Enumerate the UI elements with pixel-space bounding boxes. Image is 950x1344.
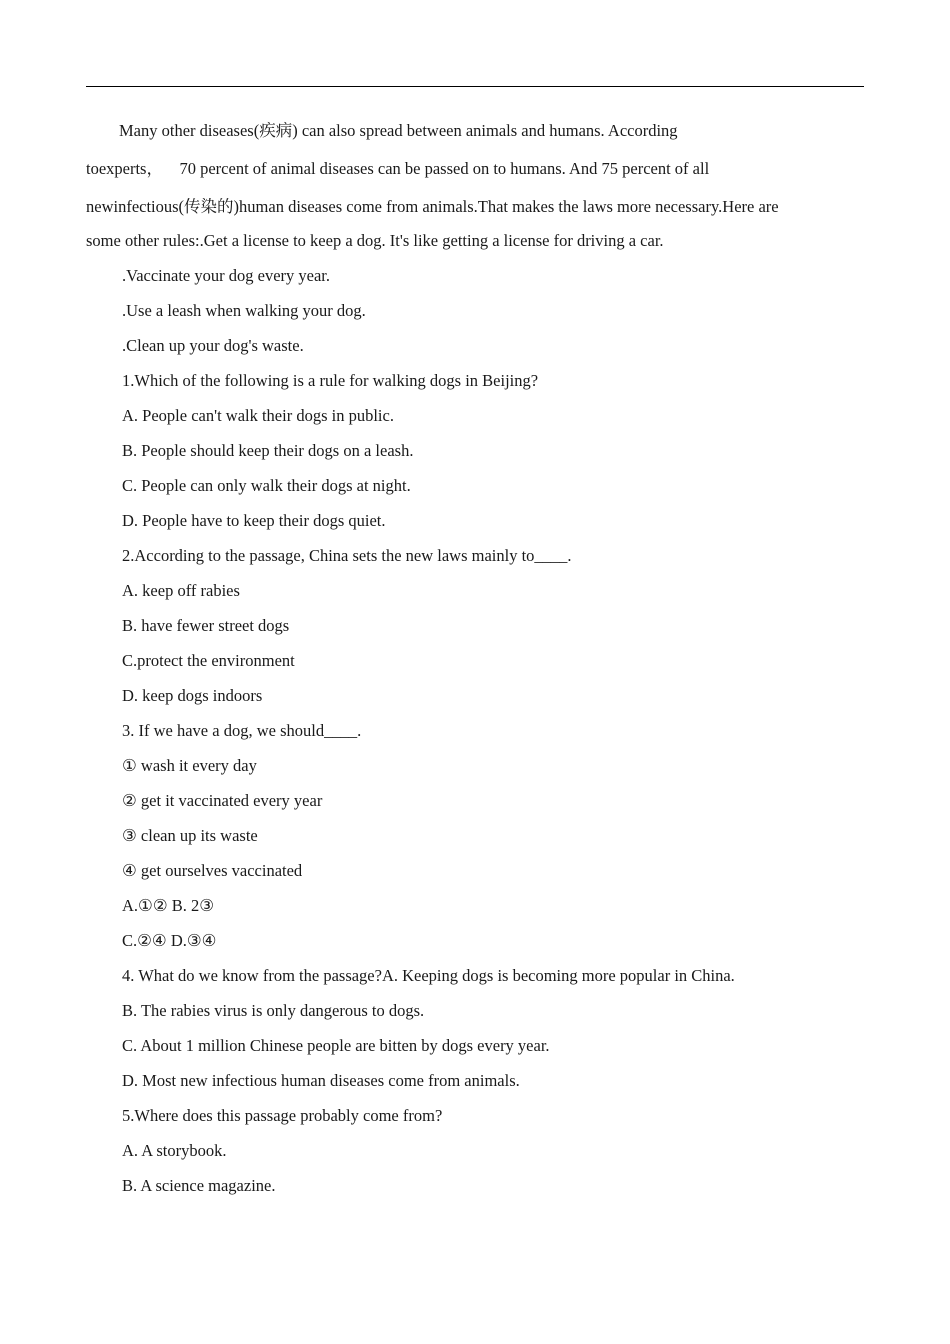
- passage-line: toexperts， 70 percent of animal diseases can be passed on to humans. And 75 percent of all: [86, 159, 710, 178]
- option-line: C. About 1 million Chinese people are bitten by dogs every year.: [122, 1036, 550, 1055]
- rule-item: .Vaccinate your dog every year.: [122, 266, 330, 285]
- question-1: 1.Which of the following is a rule for walking dogs in Beijing?: [122, 371, 539, 390]
- rule-item: .Use a leash when walking your dog.: [122, 301, 366, 320]
- option-line: B. The rabies virus is only dangerous to dogs.: [122, 1001, 425, 1020]
- question-4: 4. What do we know from the passage?A. Keeping dogs is becoming more popular in China.: [122, 966, 735, 985]
- option-line: C.②④ D.③④: [122, 931, 217, 950]
- option-line: A. keep off rabies: [122, 581, 240, 600]
- option-line: D. People have to keep their dogs quiet.: [122, 511, 386, 530]
- statement-line: ③ clean up its waste: [122, 826, 258, 845]
- option-line: A.①② B. 2③: [122, 896, 215, 915]
- option-line: D. Most new infectious human diseases come from animals.: [122, 1071, 520, 1090]
- option-line: C. People can only walk their dogs at night.: [122, 476, 411, 495]
- header-rule: [86, 86, 864, 87]
- statement-line: ④ get ourselves vaccinated: [122, 861, 303, 880]
- option-line: B. have fewer street dogs: [122, 616, 290, 635]
- option-line: C.protect the environment: [122, 651, 295, 670]
- question-3: 3. If we have a dog, we should____.: [122, 721, 362, 740]
- passage-line: newinfectious(传染的)human diseases come from animals.That makes the laws more necessary.Here are: [86, 197, 779, 216]
- option-line: A. A storybook.: [122, 1141, 227, 1160]
- option-line: A. People can't walk their dogs in public.: [122, 406, 394, 425]
- passage-line: some other rules:.Get a license to keep a dog. It's like getting a license for driving a car.: [86, 231, 664, 250]
- question-2: 2.According to the passage, China sets the new laws mainly to____.: [122, 546, 572, 565]
- statement-line: ① wash it every day: [122, 756, 257, 775]
- passage-line: Many other diseases(疾病) can also spread between animals and humans. According: [86, 121, 678, 140]
- option-line: B. People should keep their dogs on a leash.: [122, 441, 414, 460]
- rule-item: .Clean up your dog's waste.: [122, 336, 304, 355]
- question-5: 5.Where does this passage probably come from?: [122, 1106, 443, 1125]
- option-line: D. keep dogs indoors: [122, 686, 263, 705]
- option-line: B. A science magazine.: [122, 1176, 276, 1195]
- statement-line: ② get it vaccinated every year: [122, 791, 323, 810]
